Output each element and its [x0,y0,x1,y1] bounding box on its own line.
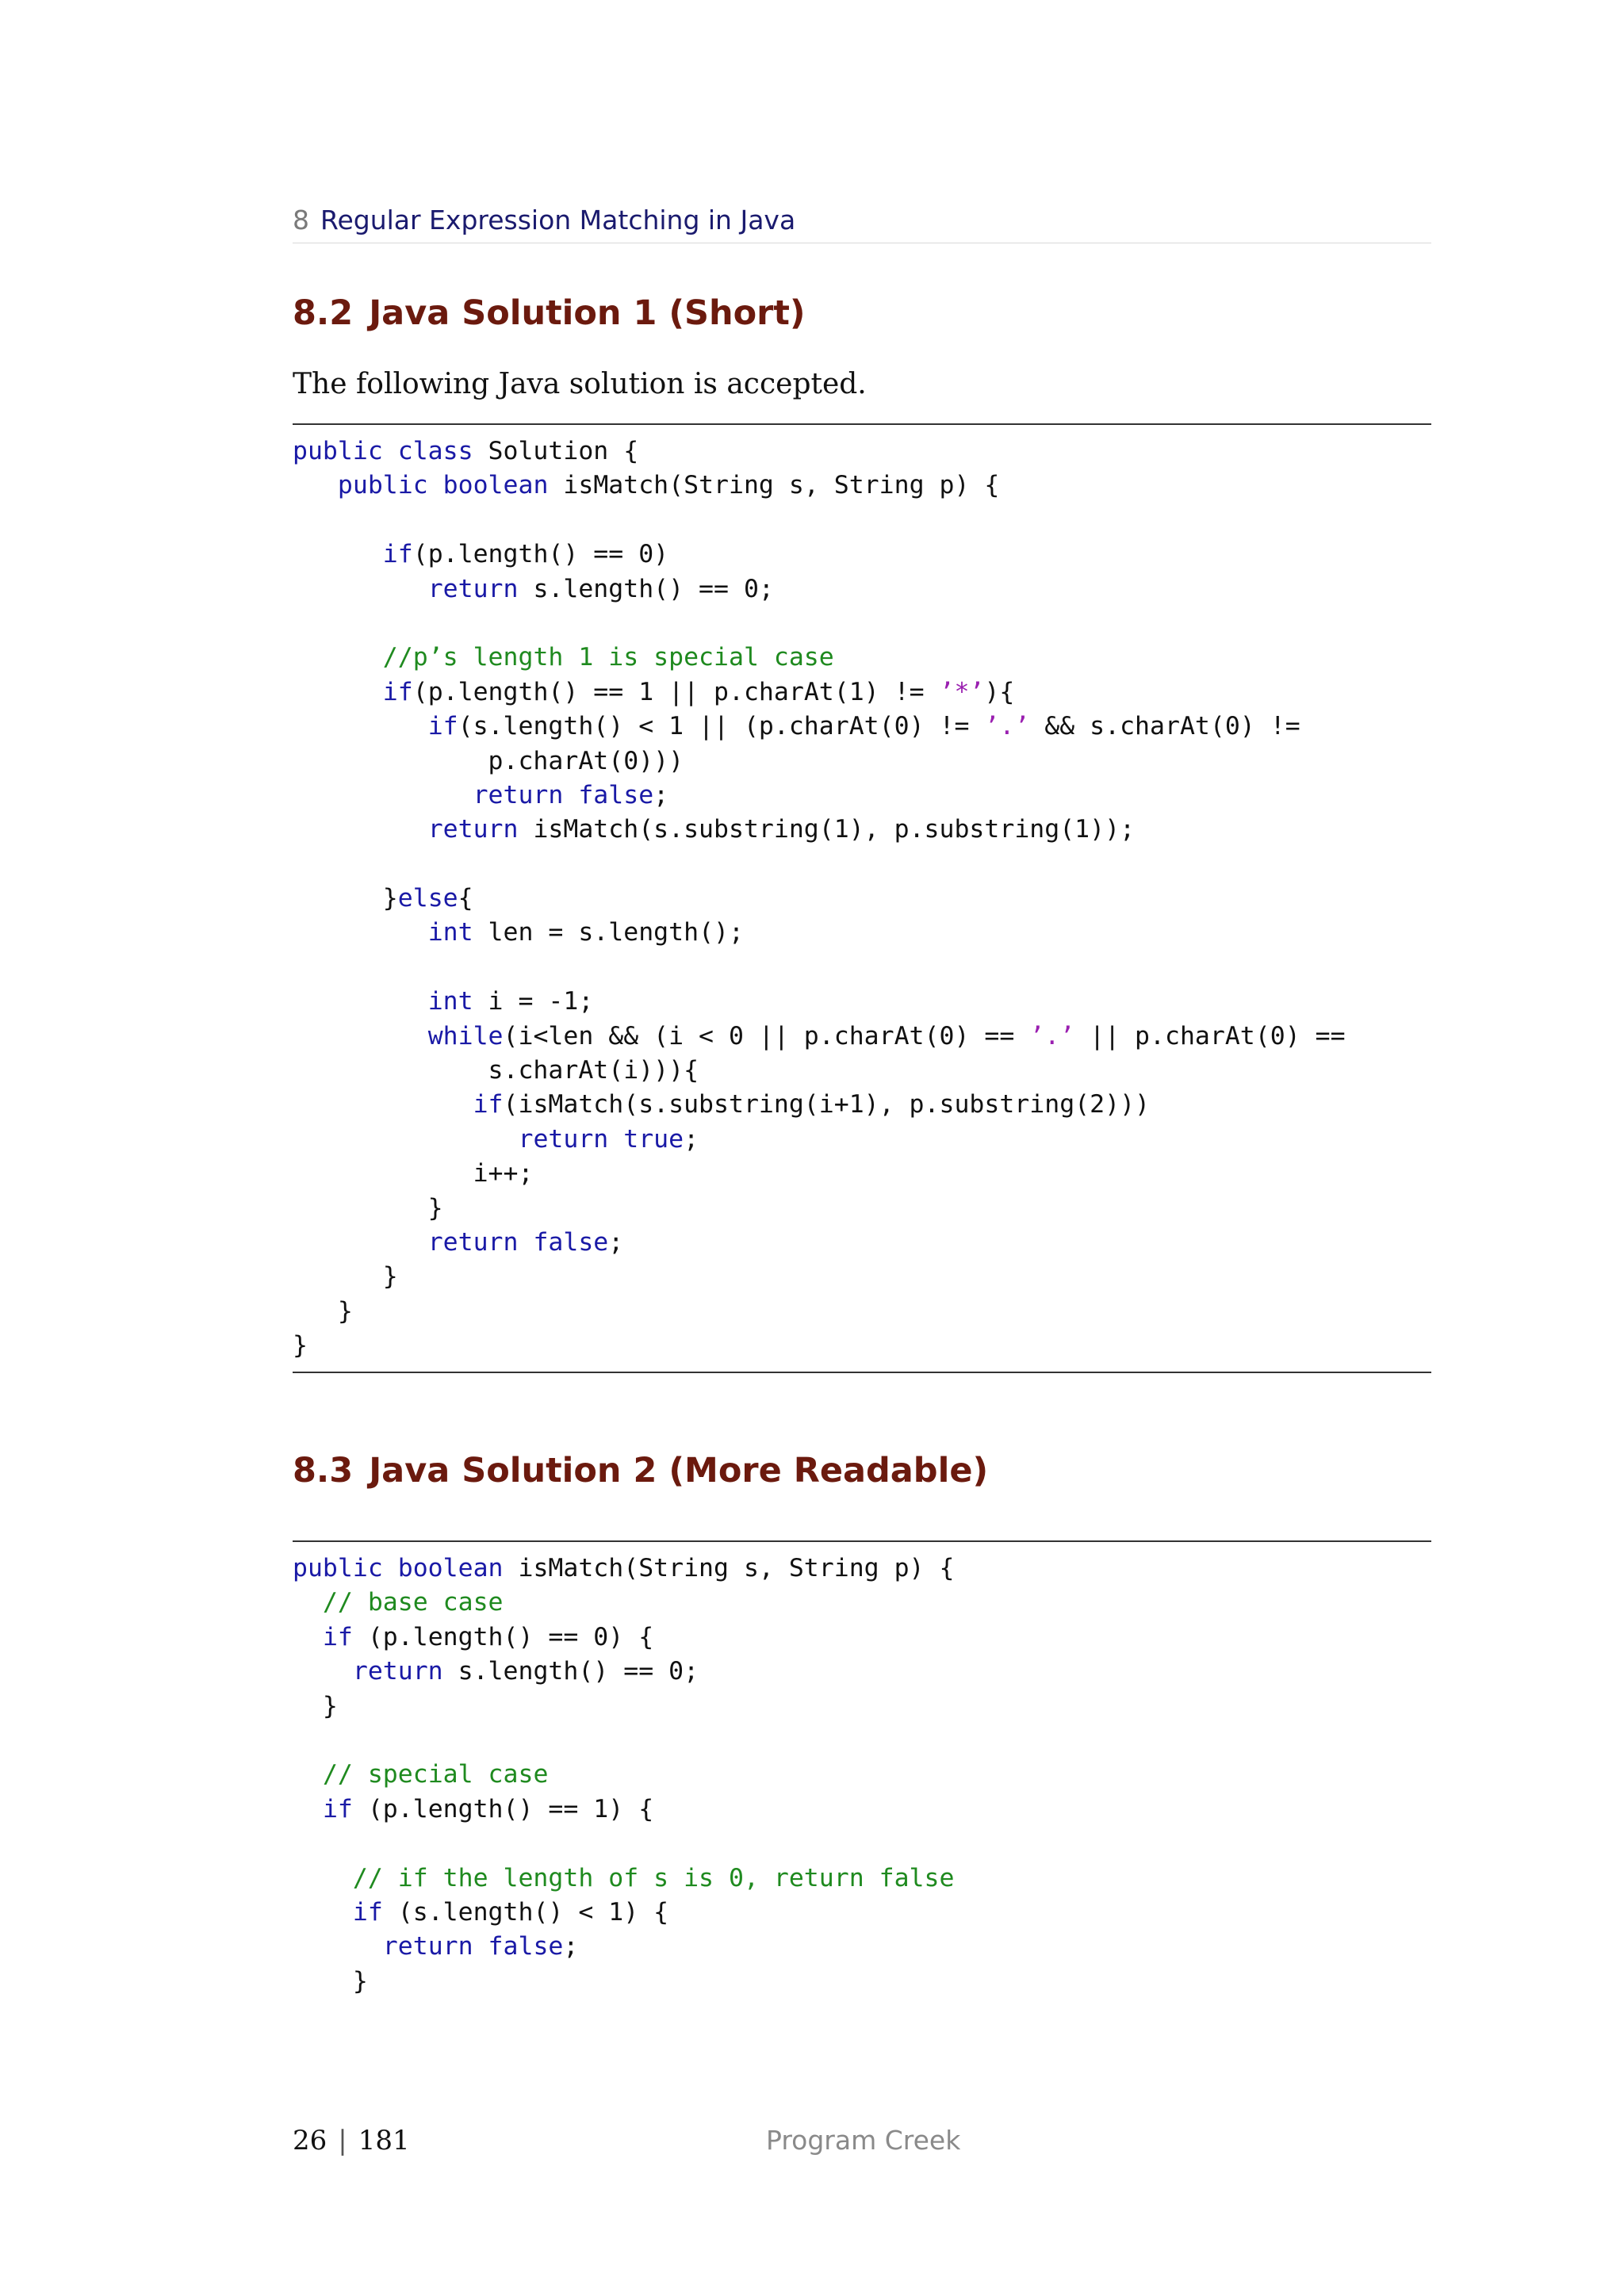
chapter-number: 8 [293,205,309,235]
code-listing-solution-2 [293,1540,1431,1999]
code-string: ’*’ [939,677,985,706]
code-text [293,815,428,844]
code-line [293,1965,1431,1999]
code-line [293,1586,1431,1620]
running-header [293,203,1431,243]
code-text: (s.length() < 1 || (p.charAt(0) != [458,712,985,741]
code-text [293,781,473,809]
code-line [293,434,1431,469]
code-text: i++; [293,1159,534,1188]
code-keyword: return false [382,1932,564,1961]
code-text: ; [563,1932,579,1961]
code-keyword: if [427,712,458,741]
footer-brand: Program Creek [766,2125,961,2156]
code-keyword: public boolean [293,1554,504,1582]
code-line [293,916,1431,950]
code-text [293,678,383,706]
code-keyword: int [427,918,473,947]
code-text: } [293,1966,368,1996]
section-number: 8.2 [293,293,354,333]
code-text: (p.length() == 1 || p.charAt(1) != [412,677,940,706]
code-keyword: else [397,884,458,913]
code-text [293,1657,353,1686]
code-keyword: if [322,1622,353,1651]
code-text: } [293,1691,338,1720]
code-text [293,1090,473,1119]
code-text [293,540,383,568]
code-text: len = s.length(); [473,918,744,947]
code-text [293,712,428,740]
code-line [293,641,1431,675]
code-text [293,1623,323,1651]
code-text: (isMatch(s.substring(i+1), p.substring(2))) [503,1090,1150,1119]
code-keyword: if [382,677,413,706]
section-heading-8-2 [293,293,806,333]
code-line [293,1827,1431,1861]
code-text: ; [684,1124,699,1154]
code-keyword: while [427,1021,504,1050]
code-comment: // if the length of s is 0, return false [352,1863,955,1892]
code-line [293,1724,1431,1758]
code-line [293,882,1431,916]
code-line [293,1157,1431,1191]
chapter-title[interactable]: Regular Expression Matching in Java [320,205,796,235]
section-title: Java Solution 1 (Short) [369,293,806,333]
page-separator: | [338,2125,347,2156]
code-string: ’.’ [1029,1021,1075,1050]
code-text: } [293,884,398,913]
code-keyword: return [427,574,519,603]
code-text: Solution { [473,437,639,465]
code-keyword: if [322,1794,353,1823]
code-text [293,1898,353,1927]
code-line [293,503,1431,538]
code-line [293,1226,1431,1260]
code-string: ’.’ [984,712,1030,741]
code-comment: // base case [322,1588,504,1617]
code-line [293,1088,1431,1122]
code-text [293,471,338,499]
code-text: ){ [984,677,1015,706]
code-line [293,1123,1431,1157]
code-line [293,1260,1431,1294]
code-keyword: public class [293,437,473,465]
code-text [293,1932,383,1961]
code-line [293,607,1431,641]
code-line [293,1020,1431,1054]
code-text: s.charAt(i))){ [293,1056,699,1085]
code-text: i = -1; [473,987,594,1016]
code-text: } [293,1193,443,1223]
code-line [293,469,1431,503]
code-line [293,951,1431,985]
page-footer [293,2125,1431,2164]
code-text: || p.charAt(0) == [1074,1021,1346,1050]
code-line [293,1621,1431,1655]
code-line [293,1655,1431,1689]
code-text [293,1864,353,1892]
code-text: p.charAt(0))) [293,746,684,775]
code-text [293,1760,323,1789]
code-text: } [293,1296,353,1326]
section-title: Java Solution 2 (More Readable) [369,1451,989,1490]
code-text: s.length() == 0; [442,1657,699,1686]
code-text: ; [653,780,669,809]
code-line [293,813,1431,847]
intro-paragraph: The following Java solution is accepted. [293,368,867,400]
code-line [293,779,1431,813]
code-line [293,744,1431,779]
code-text: ; [608,1227,624,1257]
code-keyword: return true [518,1124,684,1154]
code-comment: // special case [322,1760,549,1789]
code-keyword: public boolean [337,471,549,500]
code-text [293,987,428,1016]
code-line [293,1930,1431,1964]
code-line [293,1896,1431,1930]
code-keyword: if [473,1090,504,1119]
code-keyword: return [427,815,519,844]
code-line [293,1758,1431,1792]
code-line [293,1552,1431,1586]
code-line [293,1295,1431,1329]
code-keyword: int [427,987,473,1016]
current-page: 26 [293,2125,327,2156]
code-text: (i<len && (i < 0 || p.charAt(0) == [503,1021,1030,1050]
code-line [293,710,1431,744]
code-line [293,1862,1431,1896]
code-line [293,1054,1431,1088]
code-text: { [458,884,473,913]
code-text: } [293,1262,398,1292]
code-text [293,1588,323,1617]
code-text: isMatch(String s, String p) { [503,1554,955,1582]
code-text: } [293,1331,308,1360]
section-heading-8-3 [293,1451,988,1490]
code-line [293,1192,1431,1226]
code-text [293,1022,428,1050]
code-text [293,643,383,672]
code-text [293,918,428,947]
code-text: isMatch(String s, String p) { [548,471,1000,500]
code-text: s.length() == 0; [518,574,774,603]
code-text [293,1795,323,1823]
code-line [293,675,1431,710]
code-line [293,538,1431,572]
code-keyword: return false [473,780,654,809]
code-keyword: return [352,1657,443,1686]
code-line [293,572,1431,607]
code-line [293,985,1431,1019]
code-listing-solution-1 [293,423,1431,1373]
code-line [293,848,1431,882]
code-keyword: if [382,540,413,569]
code-comment: //p’s length 1 is special case [382,643,834,672]
code-text [293,1125,518,1154]
code-text: (s.length() < 1) { [382,1897,669,1927]
code-keyword: return false [427,1227,609,1257]
code-text: (p.length() == 0) { [352,1622,654,1651]
code-text [293,575,428,603]
code-line [293,1329,1431,1363]
code-text: isMatch(s.substring(1), p.substring(1)); [518,815,1136,844]
code-line [293,1689,1431,1724]
code-text: (p.length() == 0) [412,540,669,569]
code-text: (p.length() == 1) { [352,1794,654,1823]
code-line [293,1793,1431,1827]
code-text [293,1228,428,1257]
section-number: 8.3 [293,1451,354,1490]
code-keyword: if [352,1897,383,1927]
code-text: && s.charAt(0) != [1029,712,1300,741]
page-number [293,2125,410,2156]
total-pages: 181 [358,2125,410,2156]
